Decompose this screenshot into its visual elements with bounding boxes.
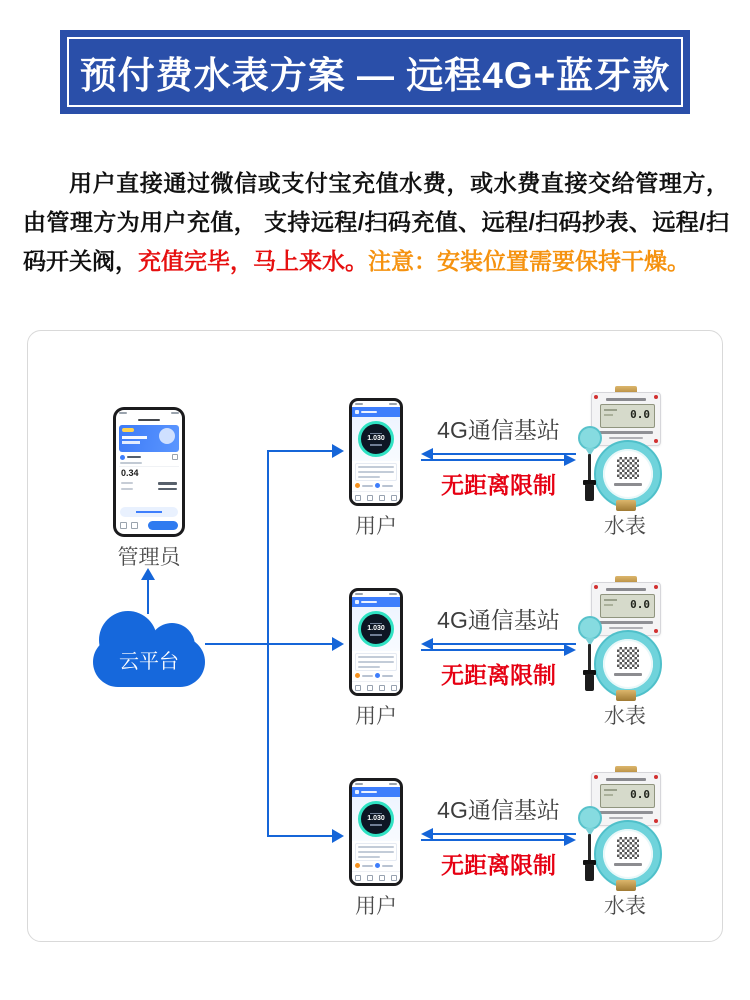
meter-reading: 0.0 (630, 598, 650, 611)
antenna-cable (588, 454, 591, 482)
intro-paragraph (23, 164, 729, 281)
info-card (355, 653, 397, 671)
meter-label: 水表 (604, 705, 646, 728)
meter-face (603, 449, 653, 499)
pay-icon (375, 863, 380, 868)
meter-reading: 0.0 (630, 788, 650, 801)
link-group (421, 602, 576, 690)
diagram-panel (27, 330, 723, 942)
lcd-display (600, 404, 655, 428)
link-note: 无距离限制 (441, 472, 556, 498)
antenna-cap (578, 616, 602, 640)
gauge-value: 1.030 (367, 435, 385, 442)
action-row (355, 673, 397, 678)
cloud-label: 云平台 (119, 651, 179, 673)
info-card (355, 463, 397, 481)
pay-icon (375, 673, 380, 678)
user-label: 用户 (355, 895, 397, 918)
diagram-row (28, 386, 722, 546)
recharge-icon (355, 673, 360, 678)
meter-body (594, 630, 662, 698)
brand-text (606, 588, 646, 591)
diagram-row (28, 766, 722, 926)
meter-label: 水表 (604, 895, 646, 918)
recharge-icon (355, 483, 360, 488)
water-meter (580, 766, 672, 892)
user-phone (349, 778, 403, 886)
qr-code (617, 837, 639, 859)
app-header (352, 787, 400, 797)
brand-text (606, 778, 646, 781)
link-group (421, 792, 576, 880)
qr-code (617, 647, 639, 669)
tab-bar (352, 681, 400, 693)
admin-balance-value: 0.34 (121, 468, 139, 478)
water-meter (580, 576, 672, 702)
app-header (352, 407, 400, 417)
antenna-cable (588, 644, 591, 672)
balance-gauge (358, 421, 394, 457)
admin-label: 管理员 (117, 546, 181, 569)
meter-face (603, 639, 653, 689)
bidirectional-arrow-icon (421, 451, 576, 464)
title-banner (60, 30, 690, 114)
meter-reading: 0.0 (630, 408, 650, 421)
page-title: 预付费水表方案 — 远程4G+蓝牙款 (79, 55, 671, 96)
antenna-plug (585, 864, 594, 881)
lcd-display (600, 784, 655, 808)
meter-body (594, 820, 662, 888)
app-header (352, 597, 400, 607)
gauge-value: 1.030 (367, 815, 385, 822)
pay-icon (375, 483, 380, 488)
water-meter (580, 386, 672, 512)
antenna-plug (585, 484, 594, 501)
bidirectional-arrow-icon (421, 641, 576, 654)
tab-bar (352, 491, 400, 503)
qr-code (617, 457, 639, 479)
bidirectional-arrow-icon (421, 831, 576, 844)
meter-body (594, 440, 662, 508)
link-note: 无距离限制 (441, 852, 556, 878)
antenna-cap (578, 426, 602, 450)
link-note: 无距离限制 (441, 662, 556, 688)
antenna-cable (588, 834, 591, 862)
link-group (421, 412, 576, 500)
user-phone (349, 588, 403, 696)
user-label: 用户 (355, 705, 397, 728)
brand-text (606, 398, 646, 401)
intro-text-notice-orange: 注意：安装位置需要保持干燥。 (368, 248, 690, 274)
balance-gauge (358, 801, 394, 837)
meter-face (603, 829, 653, 879)
link-label: 4G通信基站 (437, 607, 560, 633)
link-label: 4G通信基站 (437, 797, 560, 823)
gauge-value: 1.030 (367, 625, 385, 632)
user-phone (349, 398, 403, 506)
tab-bar (352, 871, 400, 883)
user-label: 用户 (355, 515, 397, 538)
action-row (355, 863, 397, 868)
recharge-icon (355, 863, 360, 868)
antenna-plug (585, 674, 594, 691)
intro-text-main: 用户直接通过微信或支付宝充值水费，或水费直接交给管理方，由管理方为用户充值， 支持远程/扫码充值、远程/扫码抄表、远程/扫码开关阀， (23, 170, 729, 274)
antenna-cap (578, 806, 602, 830)
balance-gauge (358, 611, 394, 647)
info-card (355, 843, 397, 861)
action-row (355, 483, 397, 488)
meter-label: 水表 (604, 515, 646, 538)
link-label: 4G通信基站 (437, 417, 560, 443)
lcd-display (600, 594, 655, 618)
intro-text-highlight-red: 充值完毕，马上来水。 (138, 248, 368, 274)
